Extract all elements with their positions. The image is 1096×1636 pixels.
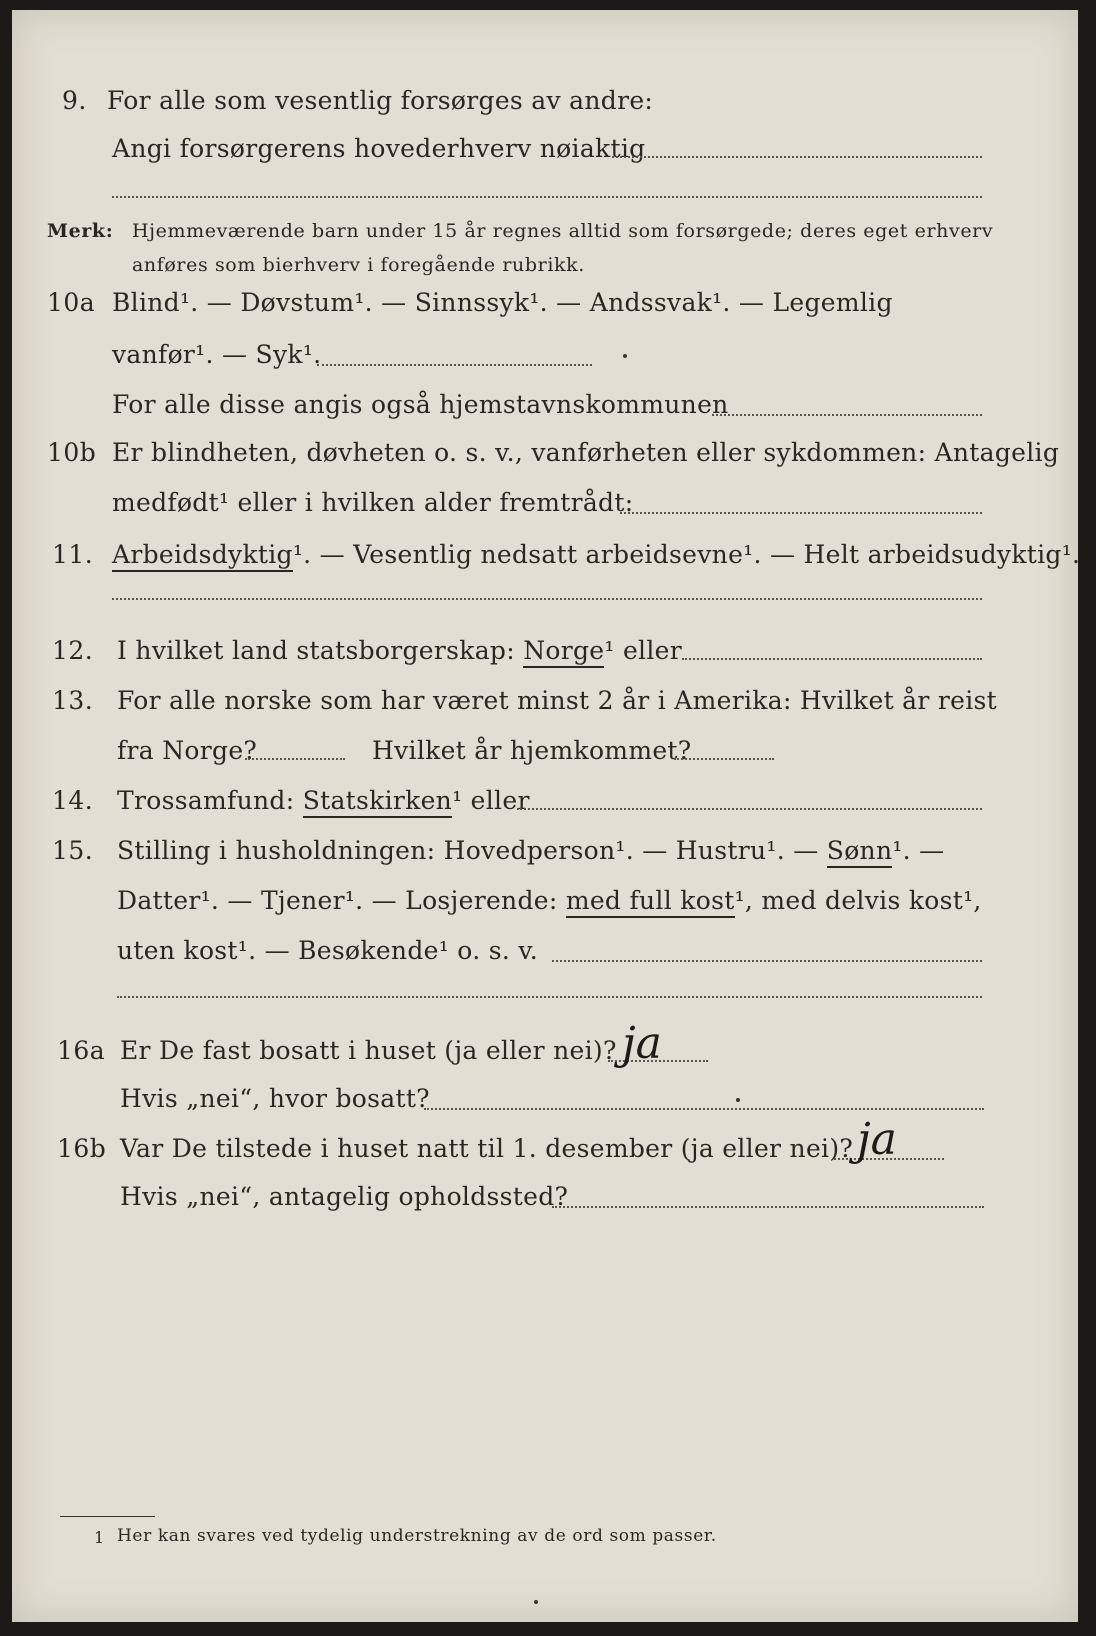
q10b-number: 10b (47, 438, 97, 467)
q13-number: 13. (52, 686, 94, 715)
q14-option-statskirken[interactable]: Statskirken (303, 786, 452, 818)
q9-line2: Angi forsørgerens hovederhverv nøiaktig (112, 134, 646, 163)
q10a-number: 10a (47, 288, 96, 317)
q9-line1: For alle som vesentlig forsørges av andre: (107, 86, 654, 115)
q10a-home-line[interactable] (712, 414, 982, 416)
q11-option-arbeidsdyktig[interactable]: Arbeidsdyktig (112, 540, 293, 572)
q16b-line2: Hvis „nei“, antagelig opholdssted? (120, 1182, 569, 1211)
q13-line1: For alle norske som har været minst 2 år i Amerika: Hvilket år reist (117, 686, 998, 715)
q12-line (117, 636, 682, 665)
q14-pre: Trossamfund: (117, 786, 295, 815)
q16a-number: 16a (57, 1036, 106, 1065)
q16b-handwritten-answer[interactable]: ja (857, 1114, 897, 1165)
q10b-answer-line[interactable] (620, 512, 982, 514)
footnote-text: Her kan svares ved tydelig understrekning av de ord som passer. (117, 1526, 717, 1546)
q12-answer-line[interactable] (682, 658, 982, 660)
merk-line1: Hjemmeværende barn under 15 år regnes alltid som forsørgede; deres eget erhverv (132, 220, 994, 242)
q13-line2b: Hvilket år hjemkommet? (372, 736, 692, 765)
q13-year-returned-line[interactable] (674, 758, 774, 760)
q10b-line2: medfødt¹ eller i hvilken alder fremtrådt: (112, 488, 634, 517)
q10a-line1: Blind¹. — Døvstum¹. — Sinnssyk¹. — Andssvak¹. — Legemlig (112, 288, 893, 317)
ink-speck (534, 1600, 538, 1604)
q10a-line2: vanfør¹. — Syk¹. (112, 340, 322, 369)
q10b-line1: Er blindheten, døvheten o. s. v., vanførheten eller sykdommen: Antagelig (112, 438, 1060, 467)
q12-post: ¹ eller (604, 636, 682, 665)
merk-label: Merk: (47, 220, 114, 242)
q11-rest: ¹. — Vesentlig nedsatt arbeidsevne¹. — Helt arbeidsudyktig¹. (292, 540, 1081, 569)
q12-number: 12. (52, 636, 94, 665)
q15-line2a: Datter¹. — Tjener¹. — Losjerende: (117, 886, 558, 915)
q15-number: 15. (52, 836, 94, 865)
q16b-where-line[interactable] (552, 1206, 984, 1208)
q14-answer-line[interactable] (517, 808, 982, 810)
q12-option-norge[interactable]: Norge (523, 636, 604, 668)
q16a-line2: Hvis „nei“, hvor bosatt? (120, 1084, 430, 1113)
q15-option-sonn[interactable]: Sønn (827, 836, 893, 868)
q11-line (112, 540, 1080, 569)
merk-line2: anføres som bierhverv i foregående rubrikk. (132, 254, 585, 276)
q15-answer-line[interactable] (552, 960, 982, 962)
footnote-rule (60, 1516, 155, 1517)
q11-answer-line[interactable] (112, 598, 982, 600)
q15-line2c: ¹, med delvis kost¹, (734, 886, 982, 915)
q16a-where-line[interactable] (424, 1108, 984, 1110)
q12-pre: I hvilket land statsborgerskap: (117, 636, 515, 665)
q15-line1 (117, 836, 944, 865)
q9-answer-line-2[interactable] (112, 196, 982, 198)
q15-option-med-full-kost[interactable]: med full kost (566, 886, 735, 918)
footnote-mark: 1 (94, 1528, 105, 1547)
census-form-page (12, 10, 1081, 1622)
q16a-line1: Er De fast bosatt i huset (ja eller nei)? (120, 1036, 617, 1065)
q14-post: ¹ eller (452, 786, 530, 815)
q16b-number: 16b (57, 1134, 107, 1163)
ink-speck (736, 1098, 740, 1102)
q13-year-left-line[interactable] (245, 758, 345, 760)
q10a-line3: For alle disse angis også hjemstavnskommunen (112, 390, 729, 419)
q14-line (117, 786, 530, 815)
q15-answer-line-2[interactable] (117, 996, 982, 998)
q15-line1a: Stilling i husholdningen: Hovedperson¹. — Hustru¹. — (117, 836, 819, 865)
q10a-answer-line[interactable] (317, 364, 592, 366)
q16b-line1: Var De tilstede i huset natt til 1. desember (ja eller nei)? (120, 1134, 854, 1163)
q15-line3: uten kost¹. — Besøkende¹ o. s. v. (117, 936, 539, 965)
q16a-handwritten-answer[interactable]: ja (622, 1018, 662, 1069)
q11-number: 11. (52, 540, 94, 569)
q14-number: 14. (52, 786, 94, 815)
q15-line2 (117, 886, 982, 915)
q13-line2a: fra Norge? (117, 736, 258, 765)
q15-line1c: ¹. — (892, 836, 945, 865)
ink-speck (623, 354, 627, 358)
q9-answer-line[interactable] (612, 156, 982, 158)
q9-number: 9. (62, 86, 87, 115)
